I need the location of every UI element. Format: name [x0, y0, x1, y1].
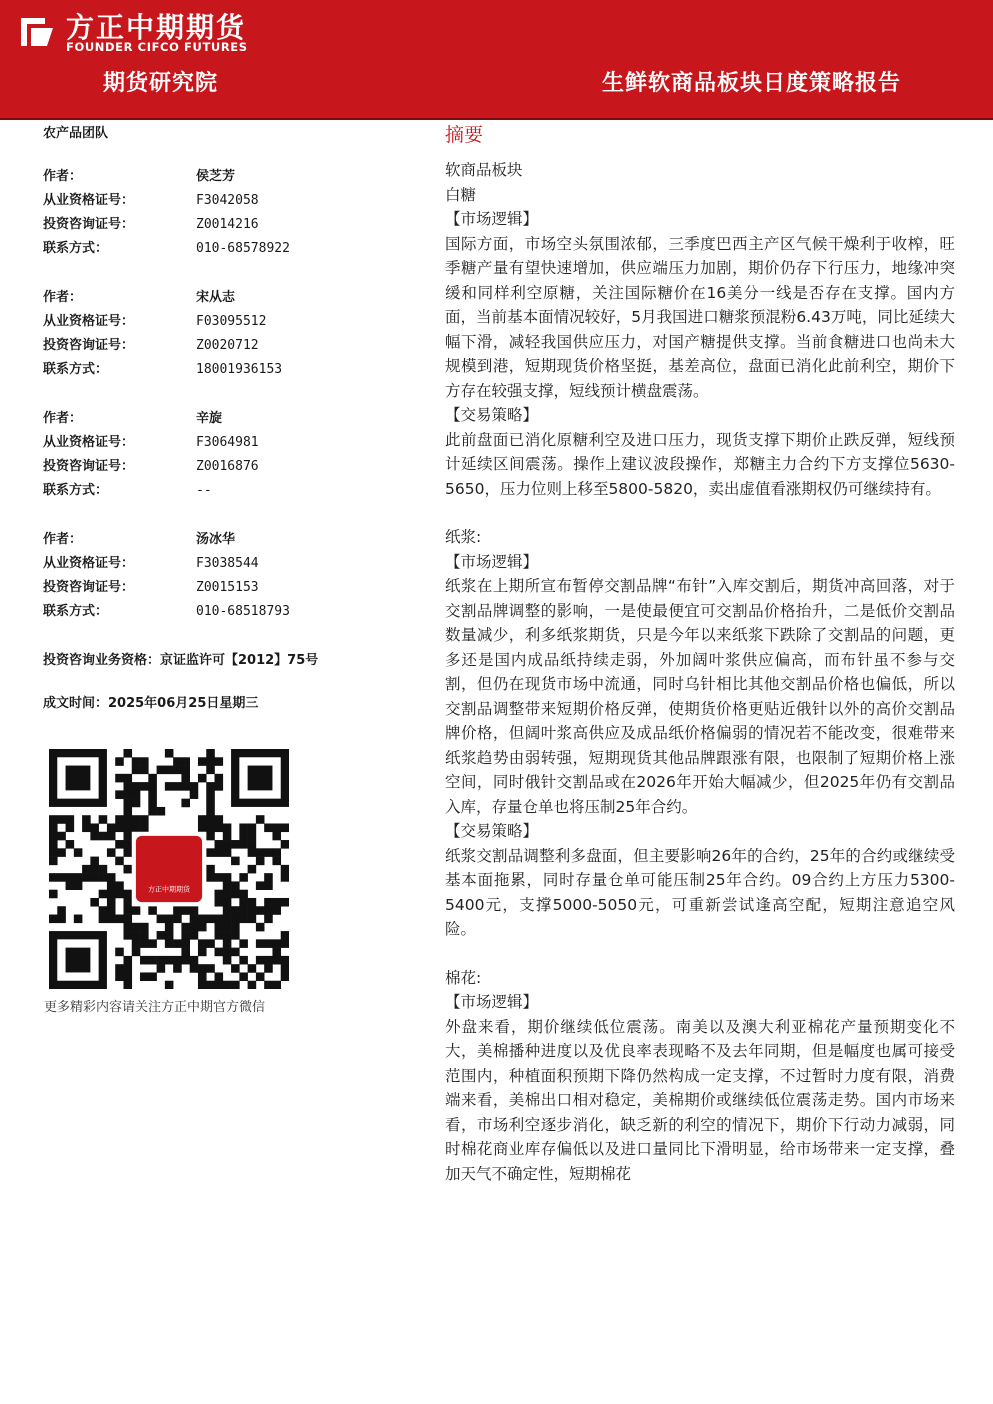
- cotton-logic-text: 外盘来看，期价继续低位震荡。南美以及澳大利亚棉花产量预期变化不大，美棉播种进度以及优良率表现略不及去年同期，但是幅度也属可接受范围内，种植面积预期下降仍然构成一定支撑，不过暂时力度有限，消费端来看，美棉出口相对稳定，美棉期价或继续低位震荡走势。国内市场来看，市场利空逐步消化，缺乏新的利空的情况下，期价下行动力减弱，同时棉花商业库存偏低以及进口量同比下滑明显，给市场带来一定支撑，叠加天气不确定性，短期棉花: [445, 1017, 955, 1183]
- invest-label: 投资咨询证号：: [43, 338, 135, 353]
- pulp-strategy-text: 纸浆交割品调整利多盘面，但主要影响26年的合约，25年的合约或继续受基本面拖累，同时存量仓单可能压制25年合约。09合约上方压力5300-5400元，支撑5000-5050元，可重新尝试逢高空配，短期注意追空风险。: [445, 846, 955, 938]
- cert-number: F3064981: [196, 435, 259, 450]
- contact-value: 010-68578922: [196, 241, 290, 256]
- contact-label: 联系方式：: [43, 483, 109, 498]
- sector-name: 软商品板块: [445, 161, 523, 179]
- qr-caption: 更多精彩内容请关注方正中期官方微信: [44, 1000, 266, 1015]
- author-block: [43, 286, 403, 382]
- author-label: 作者：: [43, 290, 83, 305]
- author-label: 作者：: [43, 411, 83, 426]
- cert-number: F3042058: [196, 193, 259, 208]
- sugar-heading: 白糖: [445, 185, 477, 204]
- cert-number: F03095512: [196, 314, 267, 329]
- contact-label: 联系方式：: [43, 604, 109, 619]
- contact-value: 010-68518793: [196, 604, 290, 619]
- contact-label: 联系方式：: [43, 362, 109, 377]
- invest-label: 投资咨询证号：: [43, 217, 135, 232]
- pulp-heading: 纸浆:: [445, 528, 482, 546]
- invest-number: Z0015153: [196, 580, 259, 595]
- cert-label: 从业资格证号：: [43, 193, 135, 208]
- qr-center-text: 方正中期期货: [148, 885, 190, 894]
- abstract-title: 摘要: [445, 124, 484, 146]
- sugar-logic-label: 【市场逻辑】: [445, 210, 539, 228]
- contact-label: 联系方式：: [43, 241, 109, 256]
- company-logo-icon: [17, 12, 57, 52]
- cert-label: 从业资格证号：: [43, 314, 135, 329]
- invest-number: Z0020712: [196, 338, 259, 353]
- contact-value: 18001936153: [196, 362, 283, 377]
- invest-number: Z0016876: [196, 459, 259, 474]
- license-info: 投资咨询业务资格：京证监许可【2012】75号: [43, 653, 319, 668]
- sugar-strategy-text: 此前盘面已消化原糖利空及进口压力，现货支撑下期价止跌反弹，短线预计延续区间震荡。操作上建议波段操作，郑糖主力合约下方支撑位5630-5650，压力位则上移至5800-5820，卖出虚值看涨期权仍可继续持有。: [445, 430, 955, 498]
- author-name: 辛旋: [196, 411, 223, 426]
- contact-value: --: [196, 483, 212, 498]
- invest-label: 投资咨询证号：: [43, 580, 135, 595]
- report-title: 生鲜软商品板块日度策略报告: [601, 71, 901, 96]
- author-label: 作者：: [43, 532, 83, 547]
- abstract-section: [445, 122, 955, 1186]
- author-name: 侯芝芳: [196, 169, 236, 184]
- sugar-strategy-label: 【交易策略】: [445, 406, 539, 424]
- author-sidebar: [43, 124, 403, 716]
- cert-label: 从业资格证号：: [43, 435, 135, 450]
- cert-number: F3038544: [196, 556, 259, 571]
- pulp-logic-label: 【市场逻辑】: [445, 552, 539, 571]
- publish-date: 成文时间：2025年06月25日星期三: [43, 696, 259, 711]
- author-label: 作者：: [43, 169, 83, 184]
- sugar-logic-text: 国际方面，市场空头氛围浓郁，三季度巴西主产区气候干燥利于收榨，旺季糖产量有望快速增加，供应端压力加剧，期价仍存下行压力，地缘冲突缓和同样利空原糖，关注国际糖价在16美分一线是否存在支撑。国内方面，当前基本面情况较好，5月我国进口糖浆预混粉6.43万吨，同比延续大幅下滑，减轻我国供应压力，对国产糖提供支撑。当前食糖进口也尚未大规模到港，短期现货价格坚挺，基差高位，盘面已消化此前利空，期价下方存在较强支撑，短线预计横盘震荡。: [445, 234, 955, 400]
- pulp-strategy-label: 【交易策略】: [445, 822, 539, 840]
- author-name: 宋从志: [196, 290, 236, 305]
- invest-number: Z0014216: [196, 217, 259, 232]
- header-divider: [0, 118, 993, 120]
- author-block: [43, 165, 403, 261]
- cotton-heading: 棉花:: [445, 968, 482, 987]
- pulp-logic-text: 纸浆在上期所宣布暂停交割品牌“布针”入库交割后，期货冲高回落，对于交割品牌调整的影响，一是使最便宜可交割品价格抬升，二是低价交割品数量减少，利多纸浆期货，只是今年以来纸浆下跌除了交割品的问题，更多还是国内成品纸持续走弱，外加阔叶浆供应偏高，而布针虽不参与交割，但仍在现货市场中流通，同时乌针相比其他交割品价格也偏低，所以交割品调整带来短期价格反弹，使期货价格更贴近俄针以外的高价交割品牌价格，但阔叶浆高供应及成品纸价格偏弱的情况若不能改变，很难带来纸浆趋势由弱转强，短期现货其他品牌跟涨有限，也限制了短期价格上涨空间，同时俄针交割品或在2026年开始大幅减少，但2025年仍有交割品入库，存量仓单也将压制25年合约。: [445, 577, 955, 816]
- cert-label: 从业资格证号：: [43, 556, 135, 571]
- invest-label: 投资咨询证号：: [43, 459, 135, 474]
- institute-title: 期货研究院: [103, 71, 219, 96]
- author-name: 汤冰华: [196, 532, 236, 547]
- author-block: [43, 528, 403, 624]
- report-header: [0, 0, 993, 118]
- cotton-logic-label: 【市场逻辑】: [445, 993, 539, 1011]
- logo-chinese-name: 方正中期期货: [66, 11, 247, 44]
- team-name: 农产品团队: [43, 126, 109, 141]
- wechat-qr-code[interactable]: [49, 749, 289, 989]
- author-block: [43, 407, 403, 503]
- logo-english-name: FOUNDER CIFCO FUTURES: [66, 40, 248, 54]
